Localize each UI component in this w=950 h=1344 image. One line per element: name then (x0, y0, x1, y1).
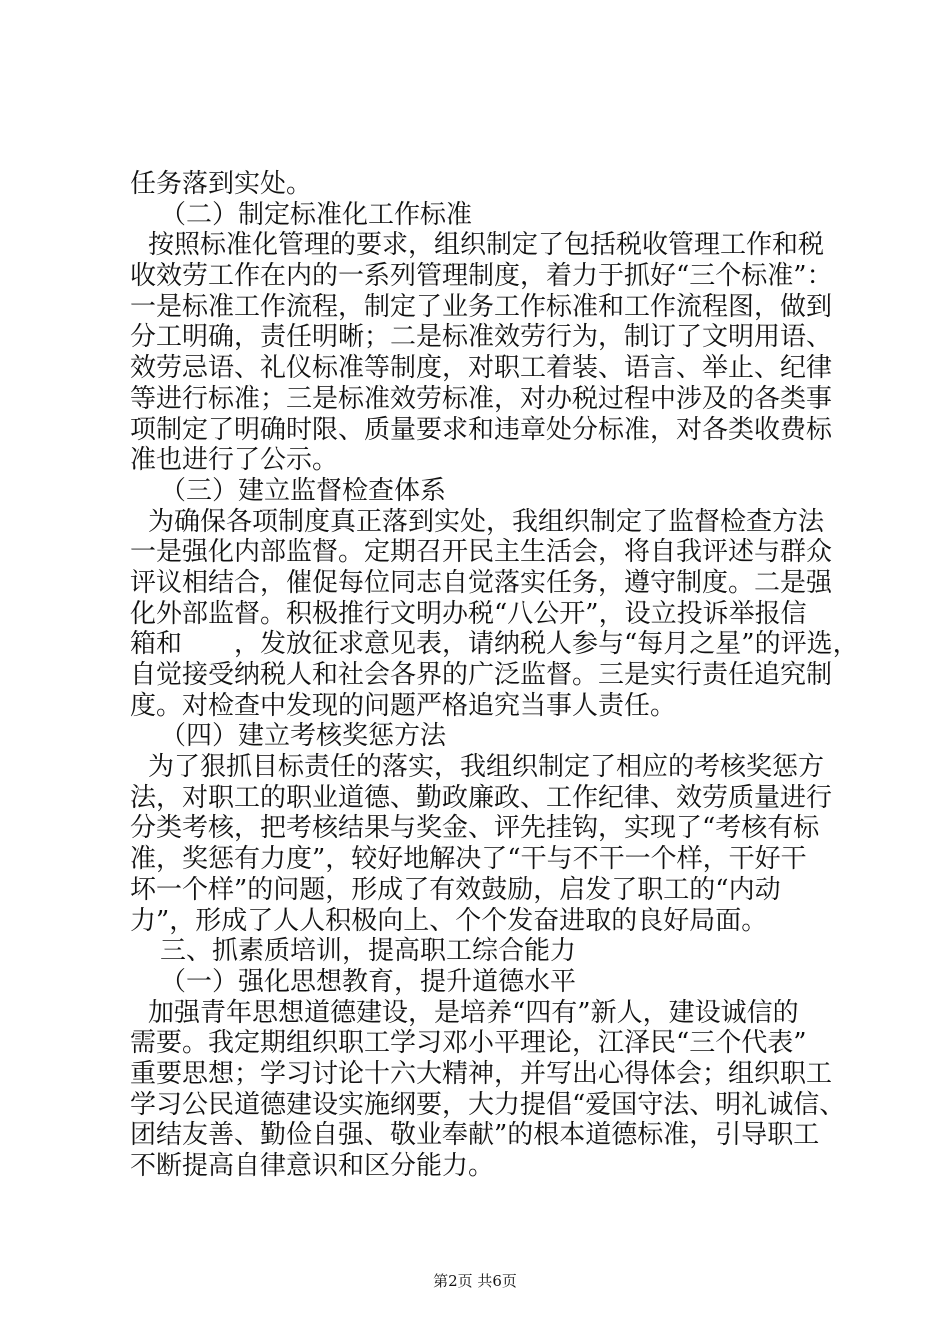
section-heading: （四）建立考核奖惩方法 (160, 721, 447, 752)
text-line: 准，奖惩有力度”，较好地解决了“干与不干一个样，干好干 (130, 844, 807, 875)
section-heading: （一）强化思想教育，提升道德水平 (160, 966, 577, 997)
text-line: 收效劳工作在内的一系列管理制度，着力于抓好“三个标准”： (130, 261, 833, 292)
text-line: 重要思想；学习讨论十六大精神，并写出心得体会；组织职工 (130, 1058, 833, 1089)
text-line: 项制定了明确时限、质量要求和违章处分标准，对各类收费标 (130, 414, 833, 445)
text-line: 一是强化内部监督。定期召开民主生活会，将自我评述与群众 (130, 537, 833, 568)
text-line: 任务落到实处。 (130, 169, 313, 199)
text-line: 箱和 ，发放征求意见表，请纳税人参与“每月之星”的评选， (130, 629, 859, 660)
text-line: 加强青年思想道德建设，是培养“四有”新人，建设诚信的 (148, 997, 799, 1028)
section-heading: 三、抓素质培训，提高职工综合能力 (160, 936, 577, 967)
section-heading: （二）制定标准化工作标准 (160, 199, 473, 230)
text-line: 一是标准工作流程，制定了业务工作标准和工作流程图，做到 (130, 291, 833, 322)
text-line: 按照标准化管理的要求，组织制定了包括税收管理工作和税 (148, 230, 825, 261)
text-line: 等进行标准；三是标准效劳标准，对办税过程中涉及的各类事 (130, 383, 833, 414)
document-body (130, 169, 930, 1182)
text-line: 需要。我定期组织职工学习邓小平理论，江泽民“三个代表” (130, 1028, 807, 1059)
section-heading: （三）建立监督检查体系 (160, 475, 447, 506)
text-line: 度。对检查中发现的问题严格追究当事人责任。 (130, 690, 677, 721)
text-line: 分类考核，把考核结果与奖金、评先挂钩，实现了“考核有标 (130, 813, 820, 844)
text-line: 自觉接受纳税人和社会各界的广泛监督。三是实行责任追究制 (130, 660, 833, 690)
text-line: 准也进行了公示。 (130, 445, 339, 476)
page-footer: 第2页 共6页 (433, 1272, 517, 1290)
text-line: 不断提高自律意识和区分能力。 (130, 1151, 495, 1181)
text-line: 法，对职工的职业道德、勤政廉政、工作纪律、效劳质量进行 (130, 782, 833, 813)
text-line: 坏一个样”的问题，形成了有效鼓励，启发了职工的“内动 (130, 874, 781, 905)
text-line: 分工明确，责任明晰；二是标准效劳行为，制订了文明用语、 (130, 322, 833, 353)
text-line: 力”，形成了人人积极向上、个个发奋进取的良好局面。 (130, 905, 768, 936)
text-line: 学习公民道德建设实施纲要，大力提倡“爱国守法、明礼诚信、 (130, 1089, 846, 1120)
text-line: 化外部监督。积极推行文明办税“八公开”，设立投诉举报信 (130, 598, 807, 629)
text-line: 评议相结合，催促每位同志自觉落实任务，遵守制度。二是强 (130, 567, 833, 598)
text-line: 效劳忌语、礼仪标准等制度，对职工着装、语言、举止、纪律 (130, 353, 833, 384)
text-line: 为了狠抓目标责任的落实，我组织制定了相应的考核奖惩方 (148, 752, 825, 783)
text-line: 为确保各项制度真正落到实处，我组织制定了监督检查方法 (148, 506, 825, 537)
text-line: 团结友善、勤俭自强、敬业奉献”的根本道德标准，引导职工 (130, 1120, 820, 1151)
